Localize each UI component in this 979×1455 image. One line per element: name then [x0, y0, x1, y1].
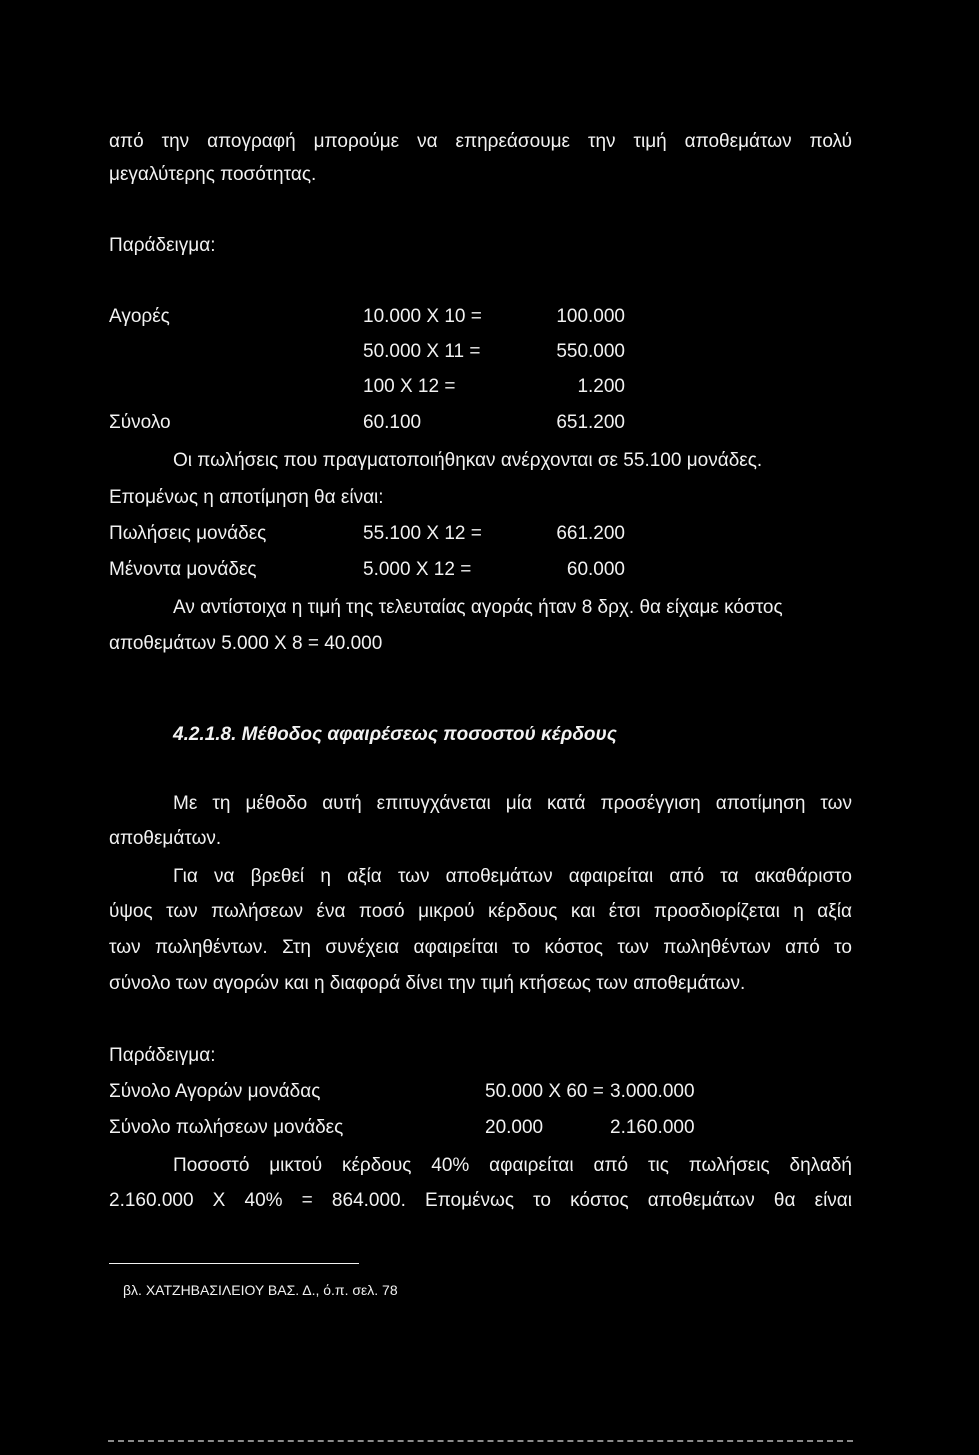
example-2-row-2-col2: 2.160.000 — [610, 1117, 695, 1138]
valuation-row-1-value: 661.200 — [556, 523, 625, 544]
method-paragraph-2-line-1: Για να βρεθεί η αξία των αποθεμάτων αφαιρείται από τα ακαθάριστο — [173, 866, 852, 887]
purchase-row-1-value: 100.000 — [556, 306, 625, 327]
intro-line-2: μεγαλύτερης ποσότητας. — [109, 164, 317, 185]
valuation-row-1-label: Πωλήσεις μονάδες — [109, 523, 267, 544]
purchase-row-3-calc: 100 Χ 12 = — [363, 376, 456, 397]
purchase-row-1-calc: 10.000 Χ 10 = — [363, 306, 482, 327]
profit-line-1: Ποσοστό μικτού κέρδους 40% αφαιρείται από τις πωλήσεις δηλαδή — [173, 1155, 852, 1176]
valuation-row-2-label: Μένοντα μονάδες — [109, 559, 257, 580]
purchase-row-3-value: 1.200 — [577, 376, 625, 397]
example-1-label: Παράδειγμα: — [109, 235, 216, 256]
section-heading: 4.2.1.8. Μέθοδος αφαιρέσεως ποσοστού κέρδους — [173, 724, 617, 745]
purchase-row-2-value: 550.000 — [556, 341, 625, 362]
method-paragraph-2-line-2: ύψος των πωλήσεων ένα ποσό μικρού κέρδους και έτσι προσδιορίζεται η αξία — [109, 901, 852, 922]
valuation-note: Επομένως η αποτίμηση θα είναι: — [109, 487, 384, 508]
example-2-row-2-label: Σύνολο πωλήσεων μονάδες — [109, 1117, 344, 1138]
alternative-line-2: αποθεμάτων 5.000 Χ 8 = 40.000 — [109, 633, 383, 654]
valuation-row-2-calc: 5.000 Χ 12 = — [363, 559, 472, 580]
scan-edge-line — [108, 1440, 853, 1442]
method-paragraph-2-line-3: των πωληθέντων. Στη συνέχεια αφαιρείται το κόστος των πωληθέντων από το — [109, 937, 852, 958]
purchases-label: Αγορές — [109, 306, 170, 327]
method-paragraph-2-line-4: σύνολο των αγορών και η διαφορά δίνει την τιμή κτήσεως των αποθεμάτων. — [109, 973, 746, 994]
example-2-row-1-label: Σύνολο Αγορών μονάδας — [109, 1081, 321, 1102]
method-paragraph-1-line-1: Με τη μέθοδο αυτή επιτυγχάνεται μία κατά προσέγγιση αποτίμηση των — [173, 793, 852, 814]
valuation-row-1-calc: 55.100 Χ 12 = — [363, 523, 482, 544]
example-2-row-1-col2: 3.000.000 — [610, 1081, 695, 1102]
footnote-rule — [109, 1263, 359, 1264]
purchases-total-value: 651.200 — [556, 412, 625, 433]
alternative-line-1: Αν αντίστοιχα η τιμή της τελευταίας αγοράς ήταν 8 δρχ. θα είχαμε κόστος — [173, 597, 783, 618]
purchases-total-label: Σύνολο — [109, 412, 171, 433]
example-2-row-1-col1: 50.000 Χ 60 = — [485, 1081, 604, 1102]
valuation-row-2-value: 60.000 — [566, 559, 625, 580]
example-2-label: Παράδειγμα: — [109, 1045, 216, 1066]
purchases-total-units: 60.100 — [363, 412, 422, 433]
sales-note: Οι πωλήσεις που πραγματοποιήθηκαν ανέρχονται σε 55.100 μονάδες. — [173, 450, 763, 471]
method-paragraph-1-line-2: αποθεμάτων. — [109, 828, 222, 849]
profit-line-2: 2.160.000 Χ 40% = 864.000. Επομένως το κόστος αποθεμάτων θα είναι — [109, 1190, 852, 1211]
intro-line-1: από την απογραφή μπορούμε να επηρεάσουμε την τιμή αποθεμάτων πολύ — [109, 131, 852, 152]
purchase-row-2-calc: 50.000 Χ 11 = — [363, 341, 481, 362]
footnote: βλ. ΧΑΤΖΗΒΑΣΙΛΕΙΟΥ ΒΑΣ. Δ., ό.π. σελ. 78 — [123, 1282, 398, 1298]
example-2-row-2-col1: 20.000 — [485, 1117, 544, 1138]
